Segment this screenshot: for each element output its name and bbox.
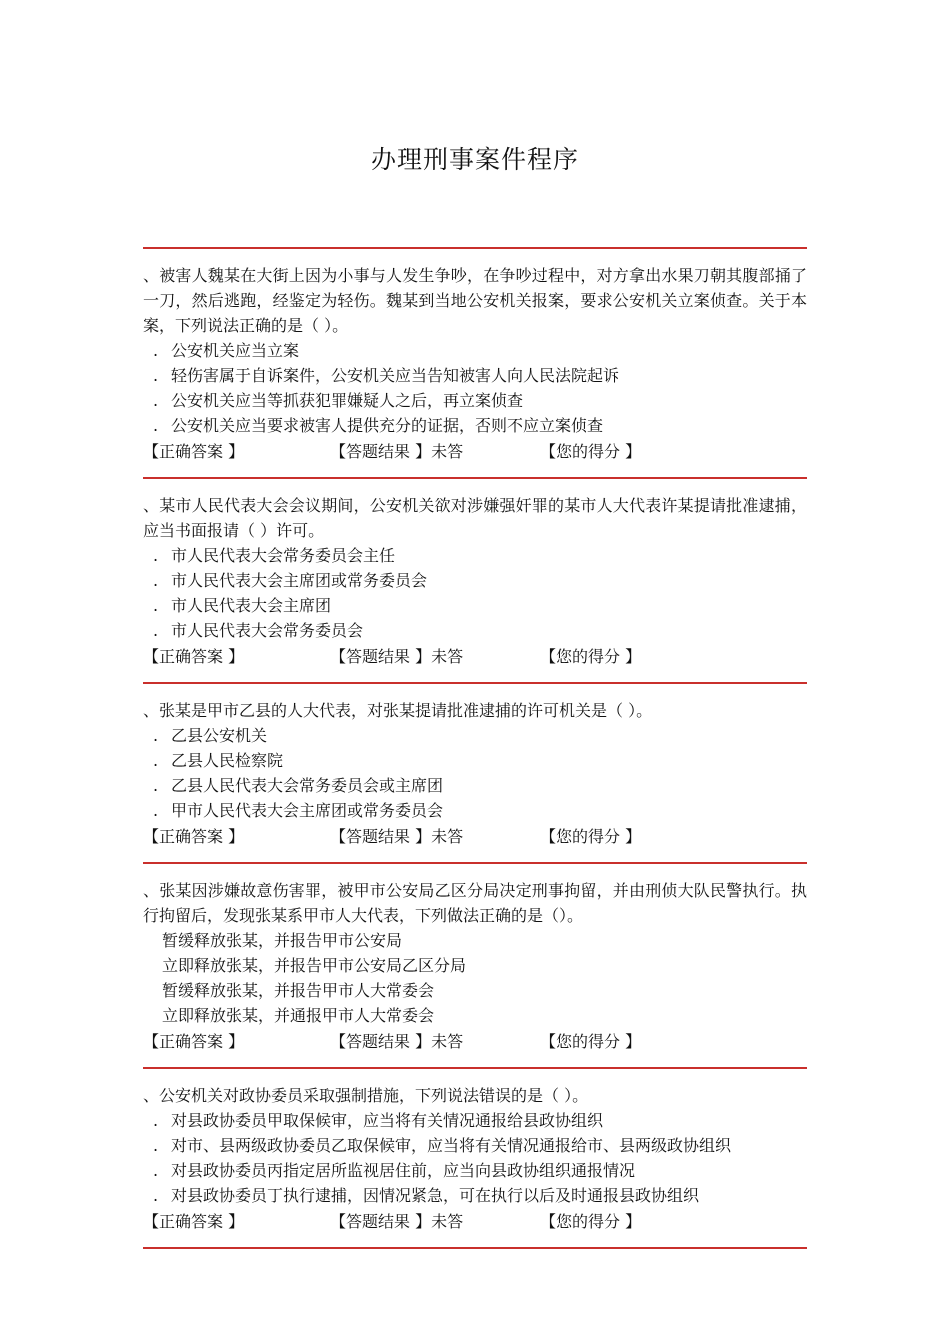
option-a[interactable] <box>143 543 807 568</box>
option-c[interactable] <box>143 593 807 618</box>
option-label: 乙县公安机关 <box>171 726 268 745</box>
correct-answer-label: 【正确答案 】 <box>143 1212 245 1231</box>
option-label: 暂缓释放张某，并报告甲市人大常委会 <box>162 981 435 1000</box>
correct-answer-label: 【正确答案 】 <box>143 647 245 666</box>
option-marker: . <box>153 596 159 615</box>
option-a[interactable] <box>143 338 807 363</box>
option-label: 暂缓释放张某，并报告甲市公安局 <box>162 931 403 950</box>
option-b[interactable] <box>143 1133 807 1158</box>
option-label: 轻伤害属于自诉案件，公安机关应当告知被害人向人民法院起诉 <box>171 366 620 385</box>
answer-result-label: 【答题结果 】未答 <box>330 647 464 666</box>
option-marker: . <box>153 776 159 795</box>
option-marker: . <box>153 341 159 360</box>
option-label: 公安机关应当等抓获犯罪嫌疑人之后，再立案侦查 <box>171 391 524 410</box>
option-marker: . <box>153 571 159 590</box>
score-label: 【您的得分 】 <box>540 442 642 461</box>
option-d[interactable] <box>143 1003 807 1028</box>
option-marker: . <box>153 1161 159 1180</box>
option-label: 对县政协委员丙指定居所监视居住前，应当向县政协组织通报情况 <box>171 1161 636 1180</box>
question-4 <box>143 864 807 1067</box>
correct-answer-label: 【正确答案 】 <box>143 1032 245 1051</box>
question-1 <box>143 249 807 477</box>
option-a[interactable] <box>143 1108 807 1133</box>
option-marker: . <box>153 621 159 640</box>
score-label: 【您的得分 】 <box>540 827 642 846</box>
option-label: 对县政协委员丁执行逮捕，因情况紧急，可在执行以后及时通报县政协组织 <box>171 1186 700 1205</box>
option-c[interactable] <box>143 978 807 1003</box>
option-c[interactable] <box>143 388 807 413</box>
option-label: 甲市人民代表大会主席团或常务委员会 <box>171 801 444 820</box>
question-text: 、被害人魏某在大街上因为小事与人发生争吵，在争吵过程中，对方拿出水果刀朝其腹部捅了一刀，然后逃跑，经鉴定为轻伤。魏某到当地公安机关报案，要求公安机关立案侦查。关于本案，下列说法正确的是（ ）。 <box>143 266 807 335</box>
option-label: 立即释放张某，并通报甲市人大常委会 <box>162 1006 435 1025</box>
answer-result-label: 【答题结果 】未答 <box>330 1032 464 1051</box>
answer-result-label: 【答题结果 】未答 <box>330 442 464 461</box>
option-d[interactable] <box>143 618 807 643</box>
page-title: 办理刑事案件程序 <box>370 145 579 174</box>
option-marker: . <box>153 546 159 565</box>
option-label: 对市、县两级政协委员乙取保候审，应当将有关情况通报给市、县两级政协组织 <box>171 1136 732 1155</box>
option-label: 市人民代表大会主席团 <box>171 596 332 615</box>
question-5 <box>143 1069 807 1247</box>
option-a[interactable] <box>143 928 807 953</box>
option-label: 乙县人民代表大会常务委员会或主席团 <box>171 776 444 795</box>
option-marker: . <box>153 801 159 820</box>
question-list <box>143 247 807 1249</box>
option-label: 市人民代表大会主席团或常务委员会 <box>171 571 428 590</box>
answer-result-label: 【答题结果 】未答 <box>330 1212 464 1231</box>
option-b[interactable] <box>143 953 807 978</box>
option-b[interactable] <box>143 748 807 773</box>
option-marker: . <box>153 1136 159 1155</box>
question-text: 、张某是甲市乙县的人大代表，对张某提请批准逮捕的许可机关是（ ）。 <box>143 701 653 720</box>
option-c[interactable] <box>143 773 807 798</box>
option-marker: . <box>153 751 159 770</box>
score-label: 【您的得分 】 <box>540 647 642 666</box>
answer-result-label: 【答题结果 】未答 <box>330 827 464 846</box>
option-label: 市人民代表大会常务委员会主任 <box>171 546 396 565</box>
option-b[interactable] <box>143 363 807 388</box>
answer-status-row <box>143 644 807 669</box>
score-label: 【您的得分 】 <box>540 1212 642 1231</box>
answer-status-row <box>143 1029 807 1054</box>
option-marker: . <box>153 391 159 410</box>
option-label: 公安机关应当要求被害人提供充分的证据，否则不应立案侦查 <box>171 416 604 435</box>
divider <box>143 1247 807 1249</box>
option-d[interactable] <box>143 1183 807 1208</box>
answer-status-row <box>143 824 807 849</box>
option-c[interactable] <box>143 1158 807 1183</box>
question-3 <box>143 684 807 862</box>
score-label: 【您的得分 】 <box>540 1032 642 1051</box>
option-d[interactable] <box>143 798 807 823</box>
option-a[interactable] <box>143 723 807 748</box>
option-label: 乙县人民检察院 <box>171 751 284 770</box>
option-label: 市人民代表大会常务委员会 <box>171 621 364 640</box>
question-text: 、某市人民代表大会会议期间，公安机关欲对涉嫌强奸罪的某市人大代表许某提请批准逮捕，应当书面报请（ ）许可。 <box>143 496 807 540</box>
correct-answer-label: 【正确答案 】 <box>143 827 245 846</box>
answer-status-row <box>143 439 807 464</box>
option-d[interactable] <box>143 413 807 438</box>
question-2 <box>143 479 807 682</box>
question-text: 、公安机关对政协委员采取强制措施，下列说法错误的是（ ）。 <box>143 1086 589 1105</box>
question-text: 、张某因涉嫌故意伤害罪，被甲市公安局乙区分局决定刑事拘留，并由刑侦大队民警执行。执行拘留后，发现张某系甲市人大代表，下列做法正确的是（）。 <box>143 881 807 925</box>
option-marker: . <box>153 1186 159 1205</box>
option-marker: . <box>153 1111 159 1130</box>
option-marker: . <box>153 726 159 745</box>
option-label: 公安机关应当立案 <box>171 341 300 360</box>
answer-status-row <box>143 1209 807 1234</box>
option-label: 对县政协委员甲取保候审，应当将有关情况通报给县政协组织 <box>171 1111 604 1130</box>
option-label: 立即释放张某，并报告甲市公安局乙区分局 <box>162 956 467 975</box>
option-b[interactable] <box>143 568 807 593</box>
correct-answer-label: 【正确答案 】 <box>143 442 245 461</box>
option-marker: . <box>153 416 159 435</box>
option-marker: . <box>153 366 159 385</box>
